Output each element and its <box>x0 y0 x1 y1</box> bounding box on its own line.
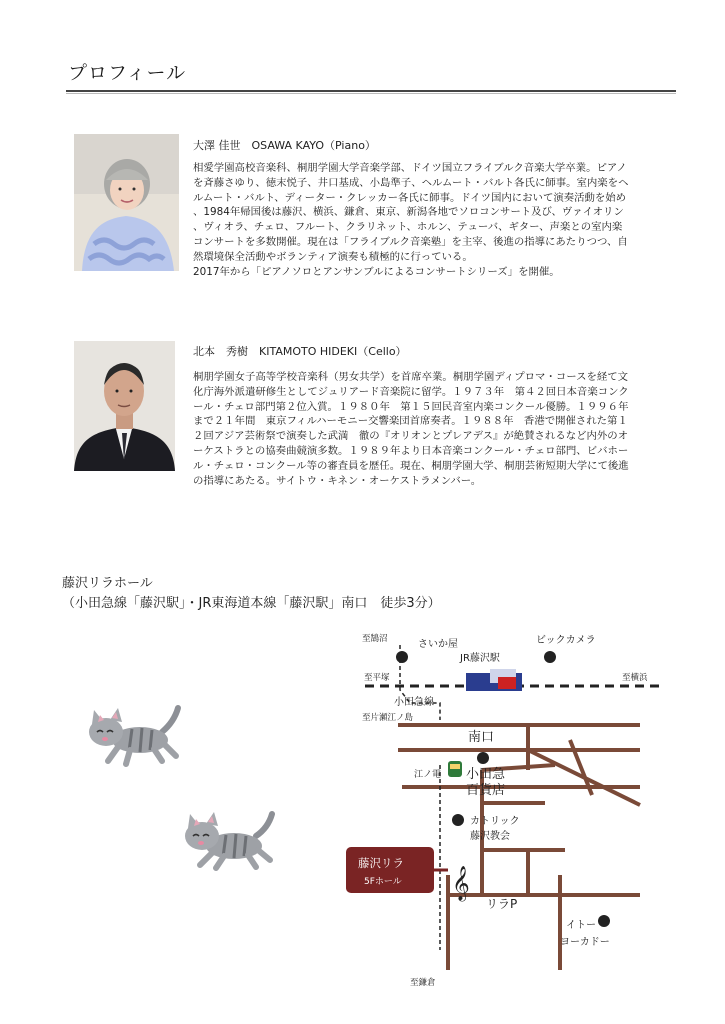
cat-illustration-icon <box>82 702 186 768</box>
hall-label-line1: 藤沢リラ <box>358 856 404 870</box>
performer-bio-osawa <box>193 161 713 279</box>
map-label: 至鵠沼 <box>362 634 388 644</box>
map-label: 藤沢教会 <box>470 831 510 842</box>
road-network <box>398 725 640 970</box>
map-label: 小田急線 <box>394 697 434 708</box>
map-label: カトリック <box>470 816 520 827</box>
map-label: ヨーカドー <box>560 937 610 948</box>
landmark-dot-icon <box>396 651 408 663</box>
map-label: 至横浜 <box>622 673 648 683</box>
bio-line: 2017年から「ピアノソロとアンサンブルによるコンサートシリーズ」を開催。 <box>193 265 560 278</box>
bio-line: 、ヴィオラ、チェロ、フルート、クラリネット、ホルン、テューバ、ギター、声楽との室内楽 <box>193 221 623 234</box>
page-title: プロフィール <box>68 62 187 84</box>
map-label: 南口 <box>468 730 495 745</box>
bio-line: 然環境保全活動やボランティア演奏も積極的に行っている。 <box>193 250 473 263</box>
bio-line: 桐朋学園女子高等学校音楽科（男女共学）を首席卒業。桐朋学園ディプロマ・コースを経て文 <box>193 371 629 383</box>
performer-bio-kitamoto <box>193 370 713 488</box>
cat-illustration-icon <box>180 808 280 874</box>
bio-line: ルムート・バルト、ディーター・クレッカー各氏に師事。ドイツ国内において演奏活動を始め <box>193 191 627 204</box>
performer-photo-kitamoto <box>74 341 175 471</box>
bio-line: ーケストラとの協奏曲競演多数。１９８９年より日本音楽コンクール・チェロ部門、ビバホー <box>193 444 629 457</box>
map-label: 至片瀬江ノ島 <box>362 713 414 723</box>
map-label: JR藤沢駅 <box>460 653 500 664</box>
treble-clef-icon: 𝄞 <box>452 866 470 901</box>
bio-line: 化庁海外派遣研修生としてジュリアード音楽院に留学。１９７３年 第４２回日本音楽コンク <box>193 385 629 398</box>
venue-access: （小田急線「藤沢駅」・JR東海道本線「藤沢駅」南口 徒歩3分） <box>62 596 441 611</box>
landmark-dot-icon <box>544 651 556 663</box>
hall-label-line2: 5Fホール <box>364 877 402 887</box>
map-label: 小田急 <box>466 767 506 782</box>
bio-line: ル・チェロ・コンクール等の審査員を歴任。現在、桐朋学園大学、桐朋芸術短期大学にて後進 <box>193 459 629 472</box>
map-label: 至平塚 <box>364 673 390 683</box>
performer-name-kitamoto: 北本 秀樹 KITAMOTO HIDEKI（Cello） <box>193 345 407 358</box>
bio-line: ２回アジア芸術祭で演奏した武満 徹の『オリオンとプレアデス』が絶賛されるなど内外のオ <box>193 430 629 443</box>
access-map <box>340 625 670 990</box>
bio-line: 、1984年帰国後は藤沢、横浜、鎌倉、東京、新潟各地でソロコンサート及び、ヴァイオリン <box>193 206 624 219</box>
bio-line: を斉藤さゆり、徳末悦子、井口基成、小島準子、ヘルムート・バルト各氏に師事。室内楽をヘ <box>193 176 629 189</box>
map-label: 百貨店 <box>466 783 506 798</box>
map-label: さいか屋 <box>418 639 458 650</box>
jr-station-icon <box>466 669 522 691</box>
title-divider <box>66 90 676 92</box>
bio-line: まで２１年間 東京フィルハーモニー交響楽団首席奏者。１９８８年 香港で開催された第１ <box>193 415 628 428</box>
landmark-dot-icon <box>452 814 464 826</box>
bio-line: ール・チェロ部門第２位入賞。１９８０年 第１５回民音室内楽コンクール優勝。１９９６年 <box>193 400 629 413</box>
map-label: ビックカメラ <box>536 635 596 646</box>
landmark-dot-icon <box>477 752 489 764</box>
map-label: 江ノ電 <box>414 770 442 780</box>
map-label: 至鎌倉 <box>410 978 436 988</box>
title-divider-shadow <box>66 93 676 94</box>
enoden-train-icon <box>448 761 462 777</box>
venue-name: 藤沢リラホール <box>62 576 153 591</box>
performer-photo-osawa <box>74 134 179 271</box>
bio-line: コンサートを多数開催。現在は「フライブルク音楽塾」を主宰、後進の指導にあたりつつ、自 <box>193 235 628 248</box>
bio-line: 相愛学園高校音楽科、桐朋学園大学音楽学部、ドイツ国立フライブルク音楽大学卒業。ピアノ <box>193 162 627 174</box>
bio-line: の指導にあたる。サイトウ・キネン・オーケストラメンバー。 <box>193 474 482 487</box>
performer-name-osawa: 大澤 佳世 OSAWA KAYO（Piano） <box>193 139 376 152</box>
landmark-dot-icon <box>598 915 610 927</box>
map-label: リラP <box>486 897 518 911</box>
map-label: イトー <box>566 920 596 931</box>
